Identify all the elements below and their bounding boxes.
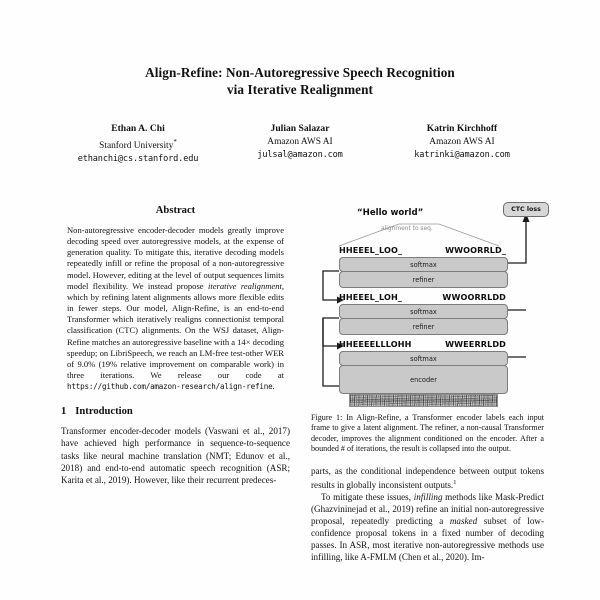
alignment-row-1 (339, 245, 506, 255)
right-paragraph-2-italic-1: infilling (413, 491, 443, 502)
figure-output-text: “Hello world” (357, 208, 424, 218)
softmax-block-3: softmax (339, 351, 508, 366)
page-title (60, 64, 540, 98)
author-entry (220, 122, 380, 167)
refiner-block-1: refiner (339, 271, 508, 288)
author-email[interactable]: julsal@amazon.com (257, 150, 343, 161)
paper-title-line-1: Align-Refine: Non-Autoregressive Speech Recognition (145, 65, 455, 80)
abstract-code-url[interactable]: https://github.com/amazon-research/align-refine (67, 382, 273, 392)
alignment-row-2-left: HHEEEL_LOH_ (339, 292, 403, 302)
figure-1-diagram (311, 200, 544, 405)
alignment-row-3-right: WWEERRLDD (445, 339, 506, 349)
abstract-text-2: , which by refining latent alignments allows more flexible edits in fewer steps. Our model, Align-Refine, is an end-to-end Transformer which iteratively realigns connectionist temporal classification (CTC) alignments. On the WSJ dataset, Align-Refine matches an autoregressive baseline with a 14× decoding speedup; on LibriSpeech, we reach an LM-free test-other WER of 9.0% (19% relative improvement on comparable work) in three iterations. We release our code at (67, 280, 284, 381)
section-number: 1 (61, 406, 67, 418)
figure-1-caption: Figure 1: In Align-Refine, a Transformer encoder labels each input frame to give a latent alignment. The refiner, a non-causal Transformer decoder, improves the alignment conditioned on the encoder. After a bounded # of iterations, the result is collapsed into the output. (311, 413, 544, 454)
intro-paragraph-1: Transformer encoder-decoder models (Vaswani et al., 2017) have achieved high performance in sequence-to-sequence tasks like neural machine translation (NMT; Edunov et al., 2018) and end-to-end automatic speech recognition (ASR; Karita et al., 2019). However, like their recurrent predeces- (61, 426, 290, 485)
author-entry (382, 122, 542, 167)
abstract-italic-term: iterative realignment (207, 280, 282, 291)
abstract-body (61, 225, 290, 392)
footnote-marker: 1 (453, 478, 457, 486)
author-block (58, 122, 542, 167)
right-column (311, 200, 544, 563)
section-title: Introduction (75, 406, 133, 418)
figure-collapse-label: alignment to seq. (381, 226, 433, 232)
right-paragraph-2 (311, 491, 544, 564)
section-heading-introduction (61, 406, 290, 417)
alignment-row-3-left: HHEEEELLLOHH (339, 339, 412, 349)
right-paragraph-continued (311, 465, 544, 491)
right-paragraph-2-italic-2: masked (449, 516, 478, 527)
softmax-block-2: softmax (339, 304, 508, 319)
right-paragraph-2-mid: methods like Mask-Predict (Ghazvininejad et al., 2019) refine an initial non-autoregressive proposal, repeatedly predicting a (311, 491, 544, 527)
alignment-row-3 (339, 339, 506, 349)
author-affiliation-text: Stanford University (99, 140, 174, 151)
author-affiliation: Amazon AWS AI (267, 136, 333, 147)
right-paragraph-2-lead: To mitigate these issues, (321, 491, 414, 502)
refiner-block-2: refiner (339, 318, 508, 335)
abstract-text-1: Non-autoregressive encoder-decoder models greatly improve decoding speed over autoregressive models, at the expense of generation quality. To mitigate this, iterative decoding models repeatedly infill or refine the proposal of a non-autoregressive model. However, editing at the level of output sequences limits model flexibility. We instead propose (67, 225, 284, 291)
ctc-loss-box: CTC loss (503, 202, 549, 217)
abstract-heading: Abstract (155, 205, 196, 216)
right-paragraph-continued-text: parts, as the conditional independence between output tokens results in globally inconsistent outputs. (311, 465, 544, 490)
author-entry (58, 122, 218, 167)
figure-1 (311, 200, 544, 405)
left-column (61, 205, 290, 486)
author-name: Julian Salazar (270, 123, 330, 134)
author-affiliation (58, 136, 218, 154)
abstract-text-3: . (272, 381, 275, 392)
encoder-block: encoder (339, 365, 508, 394)
right-paragraph-2-tail: subset of low-confidence proposal tokens in a fixed number of decoding passes. In ASR, most iterative non-autoregressive methods use infilling, like A-FMLM (Chen et al., 2020). Im- (311, 516, 544, 563)
softmax-block-1: softmax (339, 257, 508, 272)
input-spectrogram (349, 394, 498, 407)
author-email[interactable]: ethanchi@cs.stanford.edu (77, 154, 199, 165)
author-email[interactable]: katrinki@amazon.com (414, 150, 510, 161)
alignment-row-2 (339, 292, 506, 302)
affiliation-footnote-marker: * (173, 137, 177, 146)
alignment-row-1-left: HHEEEL_LOO_ (339, 245, 403, 255)
author-affiliation: Amazon AWS AI (429, 136, 495, 147)
alignment-row-2-right: WWOORRLDD (442, 292, 506, 302)
author-name: Katrin Kirchhoff (426, 123, 498, 134)
author-name: Ethan A. Chi (111, 123, 165, 134)
alignment-row-1-right: WWOORRLD_ (445, 245, 506, 255)
paper-title (60, 64, 540, 98)
paper-title-line-2: via Iterative Realignment (226, 82, 374, 97)
